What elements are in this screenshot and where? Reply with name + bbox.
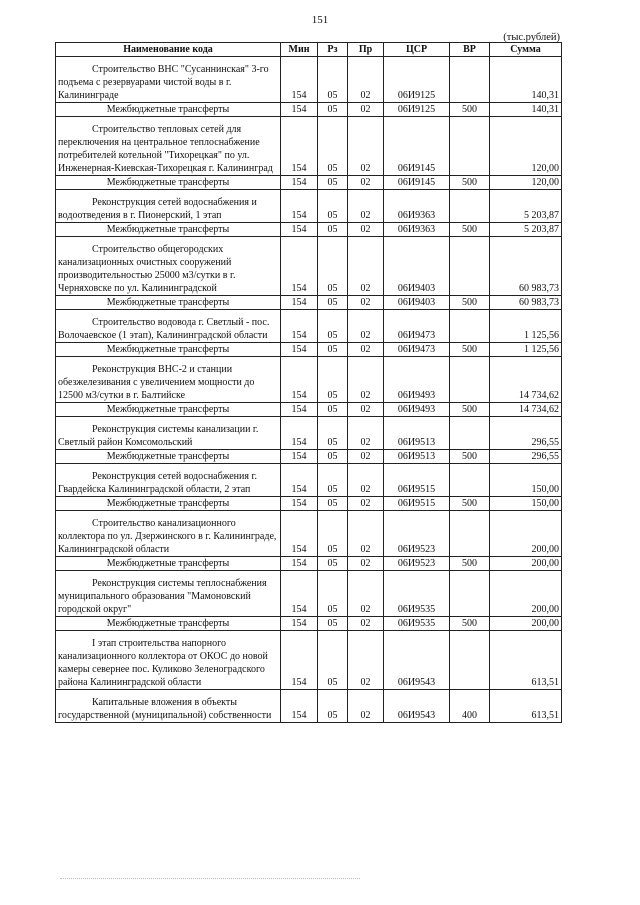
- rz-cell: 05: [318, 417, 348, 450]
- vr-cell: 500: [450, 403, 490, 417]
- budget-table: [55, 42, 562, 723]
- csr-cell: 06И9543: [384, 631, 450, 690]
- min-cell: 154: [281, 190, 318, 223]
- csr-cell: 06И9125: [384, 103, 450, 117]
- vr-cell: [450, 190, 490, 223]
- pr-cell: 02: [348, 450, 384, 464]
- rz-cell: 05: [318, 190, 348, 223]
- transfer-row: [56, 223, 562, 237]
- rz-cell: 05: [318, 464, 348, 497]
- name-cell: [56, 571, 281, 617]
- vr-cell: 500: [450, 450, 490, 464]
- csr-cell: 06И9125: [384, 57, 450, 103]
- vr-cell: 400: [450, 690, 490, 723]
- transfer-row: [56, 296, 562, 310]
- sum-cell: 14 734,62: [490, 403, 562, 417]
- transfer-row: [56, 450, 562, 464]
- pr-cell: 02: [348, 103, 384, 117]
- csr-cell: 06И9403: [384, 296, 450, 310]
- rz-cell: 05: [318, 557, 348, 571]
- name-cell: [56, 403, 281, 417]
- name-text: Реконструкция системы теплоснабжения муниципального образования "Мамоновский городской округ": [58, 578, 267, 615]
- min-cell: 154: [281, 223, 318, 237]
- csr-cell: 06И9145: [384, 176, 450, 190]
- rz-cell: 05: [318, 117, 348, 176]
- item-row: [56, 190, 562, 223]
- vr-cell: 500: [450, 176, 490, 190]
- csr-cell: 06И9363: [384, 190, 450, 223]
- csr-cell: 06И9145: [384, 117, 450, 176]
- name-cell: [56, 417, 281, 450]
- min-cell: 154: [281, 117, 318, 176]
- pr-cell: 02: [348, 417, 384, 450]
- name-cell: [56, 57, 281, 103]
- csr-cell: 06И9403: [384, 237, 450, 296]
- pr-cell: 02: [348, 57, 384, 103]
- name-cell: [56, 190, 281, 223]
- name-cell: [56, 357, 281, 403]
- name-text: Капитальные вложения в объекты государственной (муниципальной) собственности: [58, 697, 272, 721]
- vr-cell: 500: [450, 296, 490, 310]
- sum-cell: 120,00: [490, 117, 562, 176]
- min-cell: 154: [281, 617, 318, 631]
- csr-cell: 06И9493: [384, 403, 450, 417]
- csr-cell: 06И9523: [384, 511, 450, 557]
- min-cell: 154: [281, 310, 318, 343]
- name-text: Строительство водовода г. Светлый - пос. Волочаевское (1 этап), Калининградской области: [58, 317, 270, 341]
- csr-cell: 06И9473: [384, 343, 450, 357]
- name-cell: [56, 497, 281, 511]
- pr-cell: 02: [348, 117, 384, 176]
- pr-cell: 02: [348, 631, 384, 690]
- rz-cell: 05: [318, 176, 348, 190]
- name-text: Межбюджетные трансферты: [106, 558, 230, 569]
- vr-cell: [450, 310, 490, 343]
- sum-cell: 150,00: [490, 497, 562, 511]
- min-cell: 154: [281, 571, 318, 617]
- name-text: Реконструкция ВНС-2 и станции обезжелезивания с увеличением мощности до 12500 м3/сутки в г. Балтийске: [58, 364, 255, 401]
- name-cell: [56, 117, 281, 176]
- vr-cell: [450, 57, 490, 103]
- transfer-row: [56, 557, 562, 571]
- min-cell: 154: [281, 417, 318, 450]
- sum-cell: 200,00: [490, 617, 562, 631]
- name-text: Межбюджетные трансферты: [106, 451, 230, 462]
- pr-cell: 02: [348, 690, 384, 723]
- name-text: Межбюджетные трансферты: [106, 404, 230, 415]
- name-cell: [56, 237, 281, 296]
- rz-cell: 05: [318, 223, 348, 237]
- min-cell: 154: [281, 237, 318, 296]
- rz-cell: 05: [318, 237, 348, 296]
- item-row: [56, 571, 562, 617]
- name-cell: [56, 557, 281, 571]
- min-cell: 154: [281, 511, 318, 557]
- name-cell: [56, 617, 281, 631]
- sum-cell: 200,00: [490, 571, 562, 617]
- header-rz: Рз: [318, 43, 348, 57]
- item-row: [56, 464, 562, 497]
- vr-cell: [450, 237, 490, 296]
- vr-cell: [450, 417, 490, 450]
- sum-cell: 613,51: [490, 690, 562, 723]
- pr-cell: 02: [348, 403, 384, 417]
- name-cell: [56, 690, 281, 723]
- item-row: [56, 417, 562, 450]
- sum-cell: 140,31: [490, 57, 562, 103]
- pr-cell: 02: [348, 571, 384, 617]
- page-number: 151: [311, 14, 329, 26]
- header-pr: Пр: [348, 43, 384, 57]
- vr-cell: 500: [450, 617, 490, 631]
- pr-cell: 02: [348, 511, 384, 557]
- name-cell: [56, 296, 281, 310]
- min-cell: 154: [281, 57, 318, 103]
- csr-cell: 06И9523: [384, 557, 450, 571]
- vr-cell: [450, 511, 490, 557]
- rz-cell: 05: [318, 103, 348, 117]
- vr-cell: [450, 631, 490, 690]
- item-row: [56, 57, 562, 103]
- item-row: [56, 237, 562, 296]
- vr-cell: 500: [450, 497, 490, 511]
- csr-cell: 06И9493: [384, 357, 450, 403]
- name-text: Межбюджетные трансферты: [106, 224, 230, 235]
- sum-cell: 296,55: [490, 417, 562, 450]
- rz-cell: 05: [318, 617, 348, 631]
- item-row: [56, 690, 562, 723]
- name-cell: [56, 176, 281, 190]
- vr-cell: [450, 117, 490, 176]
- sum-cell: 60 983,73: [490, 237, 562, 296]
- rz-cell: 05: [318, 690, 348, 723]
- sum-cell: 200,00: [490, 511, 562, 557]
- rz-cell: 05: [318, 357, 348, 403]
- sum-cell: 613,51: [490, 631, 562, 690]
- rz-cell: 05: [318, 497, 348, 511]
- csr-cell: 06И9535: [384, 617, 450, 631]
- min-cell: 154: [281, 464, 318, 497]
- min-cell: 154: [281, 631, 318, 690]
- vr-cell: 500: [450, 557, 490, 571]
- item-row: [56, 357, 562, 403]
- transfer-row: [56, 497, 562, 511]
- name-text: Строительство общегородских канализационных очистных сооружений производительностью 25000 м3/сутки в г. Черняховске по ул. Калининградской: [58, 244, 236, 294]
- csr-cell: 06И9513: [384, 417, 450, 450]
- sum-cell: 1 125,56: [490, 310, 562, 343]
- units-label: (тыс.рублей): [503, 32, 560, 43]
- sum-cell: 140,31: [490, 103, 562, 117]
- name-text: Реконструкция сетей водоснабжения г. Гвардейска Калининградской области, 2 этап: [58, 471, 257, 495]
- pr-cell: 02: [348, 497, 384, 511]
- pr-cell: 02: [348, 223, 384, 237]
- name-cell: [56, 310, 281, 343]
- transfer-row: [56, 176, 562, 190]
- transfer-row: [56, 403, 562, 417]
- pr-cell: 02: [348, 464, 384, 497]
- min-cell: 154: [281, 103, 318, 117]
- sum-cell: 14 734,62: [490, 357, 562, 403]
- name-text: Межбюджетные трансферты: [106, 344, 230, 355]
- sum-cell: 5 203,87: [490, 223, 562, 237]
- transfer-row: [56, 343, 562, 357]
- sum-cell: 120,00: [490, 176, 562, 190]
- sum-cell: 1 125,56: [490, 343, 562, 357]
- pr-cell: 02: [348, 557, 384, 571]
- min-cell: 154: [281, 557, 318, 571]
- min-cell: 154: [281, 690, 318, 723]
- min-cell: 154: [281, 450, 318, 464]
- pr-cell: 02: [348, 237, 384, 296]
- min-cell: 154: [281, 357, 318, 403]
- min-cell: 154: [281, 296, 318, 310]
- name-cell: [56, 464, 281, 497]
- sum-cell: 200,00: [490, 557, 562, 571]
- rz-cell: 05: [318, 403, 348, 417]
- min-cell: 154: [281, 403, 318, 417]
- name-cell: [56, 223, 281, 237]
- name-text: Межбюджетные трансферты: [106, 618, 230, 629]
- rz-cell: 05: [318, 343, 348, 357]
- name-text: Реконструкция системы канализации г. Светлый район Комсомольский: [58, 424, 259, 448]
- rz-cell: 05: [318, 57, 348, 103]
- name-text: Строительство канализационного коллектора по ул. Дзержинского в г. Калининграде, Калининградской области: [58, 518, 277, 555]
- csr-cell: 06И9543: [384, 690, 450, 723]
- header-csr: ЦСР: [384, 43, 450, 57]
- name-text: Межбюджетные трансферты: [106, 297, 230, 308]
- csr-cell: 06И9515: [384, 464, 450, 497]
- vr-cell: 500: [450, 103, 490, 117]
- item-row: [56, 511, 562, 557]
- rz-cell: 05: [318, 631, 348, 690]
- item-row: [56, 310, 562, 343]
- name-text: Строительство тепловых сетей для переключения на центральное теплоснабжение потребителей котельной "Тихорецкая" по ул. Инженерная-Киевская-Тихорецкая г. Калининград: [58, 124, 273, 174]
- pr-cell: 02: [348, 343, 384, 357]
- csr-cell: 06И9535: [384, 571, 450, 617]
- vr-cell: 500: [450, 223, 490, 237]
- name-cell: [56, 103, 281, 117]
- min-cell: 154: [281, 497, 318, 511]
- vr-cell: [450, 464, 490, 497]
- csr-cell: 06И9473: [384, 310, 450, 343]
- csr-cell: 06И9363: [384, 223, 450, 237]
- csr-cell: 06И9515: [384, 497, 450, 511]
- rz-cell: 05: [318, 571, 348, 617]
- name-text: Межбюджетные трансферты: [106, 104, 230, 115]
- header-vr: ВР: [450, 43, 490, 57]
- name-cell: [56, 511, 281, 557]
- pr-cell: 02: [348, 310, 384, 343]
- header-row: [56, 43, 562, 57]
- rz-cell: 05: [318, 511, 348, 557]
- vr-cell: [450, 357, 490, 403]
- transfer-row: [56, 103, 562, 117]
- item-row: [56, 117, 562, 176]
- name-cell: [56, 343, 281, 357]
- sum-cell: 150,00: [490, 464, 562, 497]
- name-text: Межбюджетные трансферты: [106, 498, 230, 509]
- header-min: Мин: [281, 43, 318, 57]
- name-cell: [56, 631, 281, 690]
- rz-cell: 05: [318, 450, 348, 464]
- name-text: Реконструкция сетей водоснабжения и водоотведения в г. Пионерский, 1 этап: [58, 197, 257, 221]
- header-name: Наименование кода: [56, 43, 281, 57]
- min-cell: 154: [281, 176, 318, 190]
- rz-cell: 05: [318, 310, 348, 343]
- pr-cell: 02: [348, 190, 384, 223]
- name-text: Межбюджетные трансферты: [106, 177, 230, 188]
- name-text: Строительство ВНС "Сусаннинская" 3-го подъема с резервуарами чистой воды в г. Калининграде: [58, 64, 269, 101]
- csr-cell: 06И9513: [384, 450, 450, 464]
- vr-cell: [450, 571, 490, 617]
- vr-cell: 500: [450, 343, 490, 357]
- item-row: [56, 631, 562, 690]
- pr-cell: 02: [348, 617, 384, 631]
- rz-cell: 05: [318, 296, 348, 310]
- pr-cell: 02: [348, 357, 384, 403]
- header-sum: Сумма: [490, 43, 562, 57]
- sum-cell: 296,55: [490, 450, 562, 464]
- sum-cell: 60 983,73: [490, 296, 562, 310]
- min-cell: 154: [281, 343, 318, 357]
- sum-cell: 5 203,87: [490, 190, 562, 223]
- transfer-row: [56, 617, 562, 631]
- pr-cell: 02: [348, 176, 384, 190]
- footer-scan-artifact: [60, 878, 360, 880]
- name-text: I этап строительства напорного канализационного коллектора от ОКОС до новой камеры севернее пос. Куликово Зеленоградского района Калининградской области: [58, 638, 268, 688]
- name-cell: [56, 450, 281, 464]
- pr-cell: 02: [348, 296, 384, 310]
